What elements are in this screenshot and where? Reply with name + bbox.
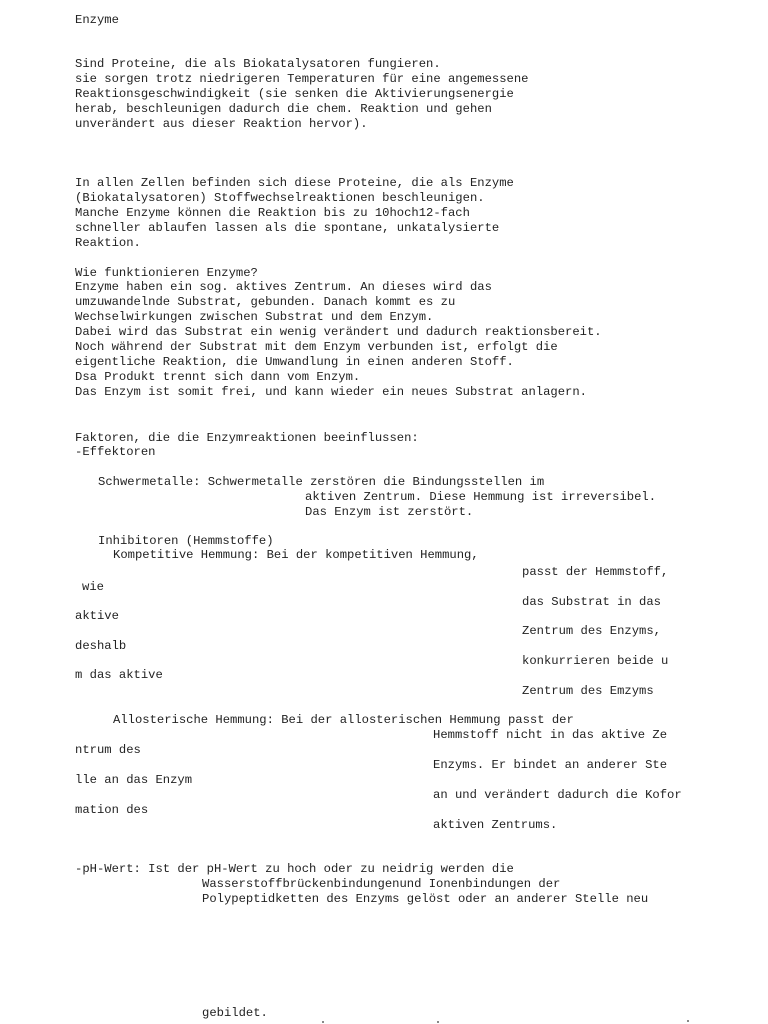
competitive-left-1: wie (82, 580, 104, 594)
allosteric-right-2: Enzyms. Er bindet an anderer Ste (433, 758, 668, 772)
allosteric-left-3: mation des (75, 803, 149, 817)
heavy-metals-line-1: Schwermetalle: Schwermetalle zerstören die Bindungsstellen im (98, 475, 545, 489)
how-line-8: Das Enzym ist somit frei, und kann wieder ein neues Substrat anlagern. (75, 385, 587, 399)
speck (437, 1021, 439, 1023)
competitive-right-1: passt der Hemmstoff, (522, 565, 669, 579)
how-line-5: Noch während der Substrat mit dem Enzym verbunden ist, erfolgt die (75, 340, 558, 354)
allosteric-left-1: ntrum des (75, 743, 141, 757)
speck (687, 1020, 689, 1022)
document-title: Enzyme (75, 13, 119, 27)
intro-line-2: sie sorgen trotz niedrigeren Temperaturen für eine angemessene (75, 72, 529, 86)
competitive-intro: Kompetitive Hemmung: Bei der kompetitiven Hemmung, (113, 548, 479, 562)
ph-line-3: Polypeptidketten des Enzyms gelöst oder an anderer Stelle neu (202, 892, 649, 906)
cells-line-4: schneller ablaufen lassen als die spontane, unkatalysierte (75, 221, 500, 235)
competitive-right-3: Zentrum des Enzyms, (522, 624, 661, 638)
effectors-heading: -Effektoren (75, 445, 156, 459)
intro-line-5: unverändert aus dieser Reaktion hervor). (75, 117, 368, 131)
intro-line-4: herab, beschleunigen dadurch die chem. Reaktion und gehen (75, 102, 492, 116)
allosteric-right-4: aktiven Zentrums. (433, 818, 558, 832)
competitive-left-3: deshalb (75, 639, 127, 653)
factors-heading: Faktoren, die die Enzymreaktionen beeinflussen: (75, 431, 419, 445)
ph-line-2: Wasserstoffbrückenbindungenund Ionenbindungen der (202, 877, 561, 891)
cells-line-1: In allen Zellen befinden sich diese Proteine, die als Enzyme (75, 176, 514, 190)
how-line-7: Dsa Produkt trennt sich dann vom Enzym. (75, 370, 361, 384)
how-line-6: eigentliche Reaktion, die Umwandlung in einen anderen Stoff. (75, 355, 514, 369)
how-line-4: Dabei wird das Substrat ein wenig verändert und dadurch reaktionsbereit. (75, 325, 602, 339)
allosteric-intro: Allosterische Hemmung: Bei der allosterischen Hemmung passt der (113, 713, 574, 727)
how-heading: Wie funktionieren Enzyme? (75, 266, 258, 280)
intro-line-3: Reaktionsgeschwindigkeit (sie senken die Aktivierungsenergie (75, 87, 514, 101)
ph-line-1: -pH-Wert: Ist der pH-Wert zu hoch oder zu neidrig werden die (75, 862, 514, 876)
how-line-3: Wechselwirkungen zwischen Substrat und dem Enzym. (75, 310, 434, 324)
competitive-right-2: das Substrat in das (522, 595, 661, 609)
competitive-right-5: Zentrum des Emzyms (522, 684, 654, 698)
heavy-metals-line-3: Das Enzym ist zerstört. (305, 505, 474, 519)
how-line-2: umzuwandelnde Substrat, gebunden. Danach kommt es zu (75, 295, 456, 309)
cells-line-2: (Biokatalysatoren) Stoffwechselreaktionen beschleunigen. (75, 191, 485, 205)
speck (322, 1021, 324, 1023)
heavy-metals-line-2: aktiven Zentrum. Diese Hemmung ist irreversibel. (305, 490, 657, 504)
how-line-1: Enzyme haben ein sog. aktives Zentrum. An dieses wird das (75, 280, 492, 294)
ph-line-4: gebildet. (202, 1006, 268, 1020)
competitive-right-4: konkurrieren beide u (522, 654, 669, 668)
inhibitors-heading: Inhibitoren (Hemmstoffe) (98, 534, 274, 548)
allosteric-right-1: Hemmstoff nicht in das aktive Ze (433, 728, 668, 742)
allosteric-left-2: lle an das Enzym (75, 773, 193, 787)
cells-line-5: Reaktion. (75, 236, 141, 250)
competitive-left-2: aktive (75, 609, 119, 623)
intro-line-1: Sind Proteine, die als Biokatalysatoren fungieren. (75, 57, 441, 71)
allosteric-right-3: an und verändert dadurch die Kofor (433, 788, 682, 802)
competitive-left-4: m das aktive (75, 668, 163, 682)
cells-line-3: Manche Enzyme können die Reaktion bis zu 10hoch12-fach (75, 206, 470, 220)
